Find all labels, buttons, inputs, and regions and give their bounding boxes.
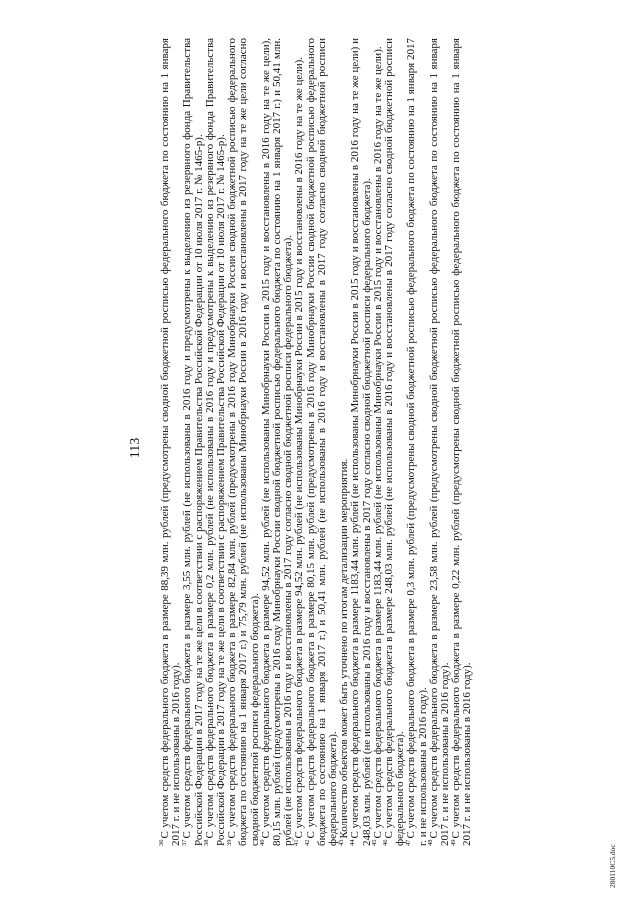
footnotes-list xyxy=(160,38,474,846)
footnote-number: 46 xyxy=(382,839,390,846)
footnote-number: 45 xyxy=(371,839,379,846)
footnote-number: 48 xyxy=(427,839,435,846)
footnote-text: С учетом средств федерального бюджета в размере 82,84 млн. рублей (предусмотрены в 2016 году Минобрнауки России сводной бюджетной росписью федерального бюджета по состоянию на 1 января 2017 г.) и 75,79 млн. рублей (не использованы Минобрнауки России в 2016 году и восстановлены в 2017 году на те же цели согласно сводной бюджетной росписи федерального бюджета). xyxy=(226,38,261,846)
footnote xyxy=(350,38,372,846)
footnote-text: Количество объектов может быть уточнено по итогам детализации мероприятия. xyxy=(338,458,351,839)
footnote-text: С учетом средств федерального бюджета в размере 3,55 млн. рублей (не использованы в 2016 году и предусмотрены к выделению из резервного фонда Правительства Российской Федерации в 2017 году на те же цели в соответствии с распоряжением Правительства Российской Федерации от 10 июля 2017 г. № 1465-р). xyxy=(181,38,205,846)
footnote-number: 40 xyxy=(259,839,267,846)
footnote-text: С учетом средств федерального бюджета в размере 1183,44 млн. рублей (не использованы Минобрнауки России в 2015 году и восстановлены в 2016 году на те же цели) и 248,03 млн. рублей (не использованы в 2016 году и восстановлены в 2017 году согласно сводной бюджетной росписи федерального бюджета). xyxy=(349,38,373,846)
footnote-number: 39 xyxy=(225,839,233,846)
footnote xyxy=(205,38,227,846)
footnote xyxy=(227,38,261,846)
footnote-number: 49 xyxy=(449,839,457,846)
footnote xyxy=(384,38,406,846)
document-filename: 280110C5.doc xyxy=(608,844,617,888)
footnote xyxy=(160,38,182,846)
footnote-text: С учетом средств федерального бюджета в размере 94,52 млн. рублей (не использованы Минобрнауки России в 2015 году и восстановлены в 2016 году на те же цели), 80,15 млн. рублей (предусмотрены в 2016 году Минобрнауки России сводной бюджетной росписью федерального бюджета по состоянию на 1 января 2017 г.) и 50,41 млн. рублей (не использованы в 2016 году и восстановлены в 2017 году согласно сводной бюджетной росписи федерального бюджета). xyxy=(259,38,295,846)
footnote xyxy=(303,38,340,846)
footnote-text: С учетом средств федерального бюджета в размере 23,58 млн. рублей (предусмотрены сводной бюджетной росписью федерального бюджета по состоянию на 1 января 2017 г. и не использованы в 2016 году). xyxy=(427,38,452,846)
footnote-number: 41 xyxy=(292,839,300,846)
footnote-text: С учетом средств федерального бюджета в размере 0,2 млн. рублей (не использованы в 2016 году и предусмотрены к выделению из резервного фонда Правительства Российской Федерации в 2017 году на те же цели в соответствии с распоряжением Правительства Российской Федерации от 10 июля 2017 г. № 1465-р). xyxy=(203,38,228,846)
footnote-number: 43 xyxy=(337,839,345,846)
footnote xyxy=(261,38,295,846)
page-number: 113 xyxy=(128,437,143,459)
footnote-text: С учетом средств федерального бюджета в размере 1183,44 млн. рублей (не использованы Минобрнауки России в 2015 году и восстановлены в 2016 году на те же цели). xyxy=(371,46,384,839)
rotated-landscape-content xyxy=(18,8,618,888)
footnote-text: С учетом средств федерального бюджета в размере 80,15 млн. рублей (предусмотрены в 2016 году Минобрнауки России сводной бюджетной росписью федерального бюджета по состоянию на 1 января 2017 г.) и 50,41 млн. рублей (не использованы в 2016 году и восстановлены в 2017 году согласно сводной бюджетной росписи федерального бюджета). xyxy=(304,38,340,846)
footnote-number: 37 xyxy=(180,839,188,846)
footnote-number: 44 xyxy=(348,839,356,846)
footnote-number: 36 xyxy=(158,839,166,846)
footnote-number: 38 xyxy=(203,839,211,846)
footnote-text: С учетом средств федерального бюджета в размере 94,52 млн. рублей (не использованы Минобрнауки России в 2015 году и восстановлены в 2016 году на те же цели). xyxy=(293,56,306,839)
footnote xyxy=(451,38,473,846)
footnote-text: С учетом средств федерального бюджета в размере 248,03 млн. рублей (не использованы в 2016 году и восстановлены в 2017 году согласно сводной бюджетной росписи федерального бюджета). xyxy=(383,38,407,846)
footnote-text: С учетом средств федерального бюджета в размере 88,39 млн. рублей (предусмотрены сводной бюджетной росписью федерального бюджета по состоянию на 1 января 2017 г. и не использованы в 2016 году). xyxy=(159,38,183,846)
footnote xyxy=(406,38,428,846)
footnote-number: 42 xyxy=(303,839,311,846)
footnote xyxy=(182,38,204,846)
footnote xyxy=(429,38,451,846)
footnote-text: С учетом средств федерального бюджета в размере 0,22 млн. рублей (предусмотрены сводной бюджетной росписью федерального бюджета по состоянию на 1 января 2017 г. и не использованы в 2016 году). xyxy=(450,38,474,846)
footnote-text: С учетом средств федерального бюджета в размере 0,3 млн. рублей (предусмотрены сводной бюджетной росписью федерального бюджета по состоянию на 1 января 2017 г. и не использованы в 2016 году). xyxy=(405,38,429,846)
footnote-number: 47 xyxy=(404,839,412,846)
